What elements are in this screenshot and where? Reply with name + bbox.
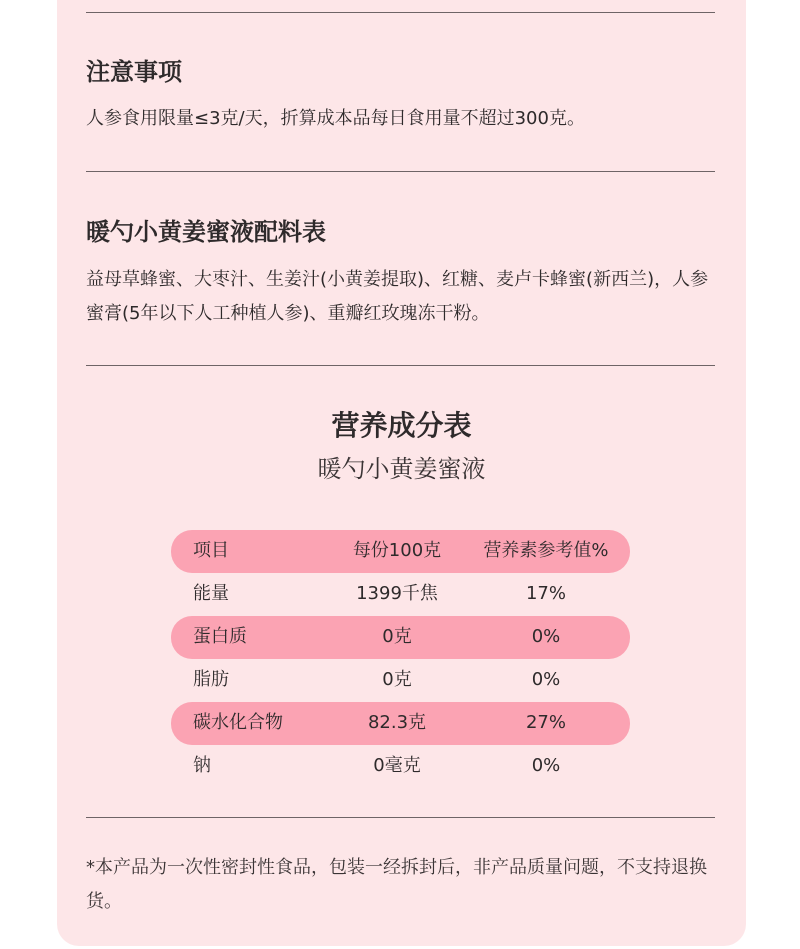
footnote: *本产品为一次性密封性食品，包装一经拆封后，非产品质量问题，不支持退换货。 [86, 857, 707, 912]
cell-item: 能量 [193, 583, 229, 604]
cell-amount: 82.3克 [367, 712, 427, 733]
nutrition-title: 营养成分表 [331, 409, 472, 442]
cell-item: 钠 [193, 755, 211, 776]
table-row-sodium [171, 745, 630, 788]
cell-amount: 0克 [382, 626, 412, 647]
cell-amount: 0克 [382, 669, 412, 690]
cell-nrv: 0% [531, 755, 561, 776]
table-header-row [171, 530, 630, 573]
cell-item: 碳水化合物 [193, 712, 283, 733]
cell-item: 蛋白质 [193, 626, 247, 647]
divider-notice [86, 171, 715, 172]
divider-nutrition [86, 817, 715, 818]
divider-top [86, 12, 715, 13]
table-row-energy [171, 573, 630, 616]
table-row-protein [171, 616, 630, 659]
header-per-100g: 每份100克 [352, 540, 442, 561]
ingredients-title: 暖勺小黄姜蜜液配料表 [86, 218, 326, 246]
table-row-fat [171, 659, 630, 702]
header-item: 项目 [193, 540, 229, 561]
cell-amount: 0毫克 [373, 755, 421, 776]
header-nrv: 营养素参考值% [483, 540, 609, 561]
nutrition-table [171, 530, 630, 788]
notice-title: 注意事项 [86, 58, 182, 86]
cell-nrv: 27% [525, 712, 566, 733]
cell-item: 脂肪 [193, 669, 229, 690]
ingredients-text: 益母草蜂蜜、大枣汁、生姜汁(小黄姜提取)、红糖、麦卢卡蜂蜜(新西兰)，人参蜜膏(5年以下人工种植人参)、重瓣红玫瑰冻干粉。 [86, 269, 709, 324]
cell-nrv: 0% [531, 669, 561, 690]
cell-amount: 1399千焦 [356, 583, 438, 604]
notice-text: 人参食用限量≤3克/天，折算成本品每日食用量不超过300克。 [86, 108, 585, 129]
table-row-carbohydrate [171, 702, 630, 745]
cell-nrv: 17% [525, 583, 566, 604]
nutrition-subtitle: 暖勺小黄姜蜜液 [317, 455, 486, 483]
cell-nrv: 0% [531, 626, 561, 647]
divider-ingredients [86, 365, 715, 366]
